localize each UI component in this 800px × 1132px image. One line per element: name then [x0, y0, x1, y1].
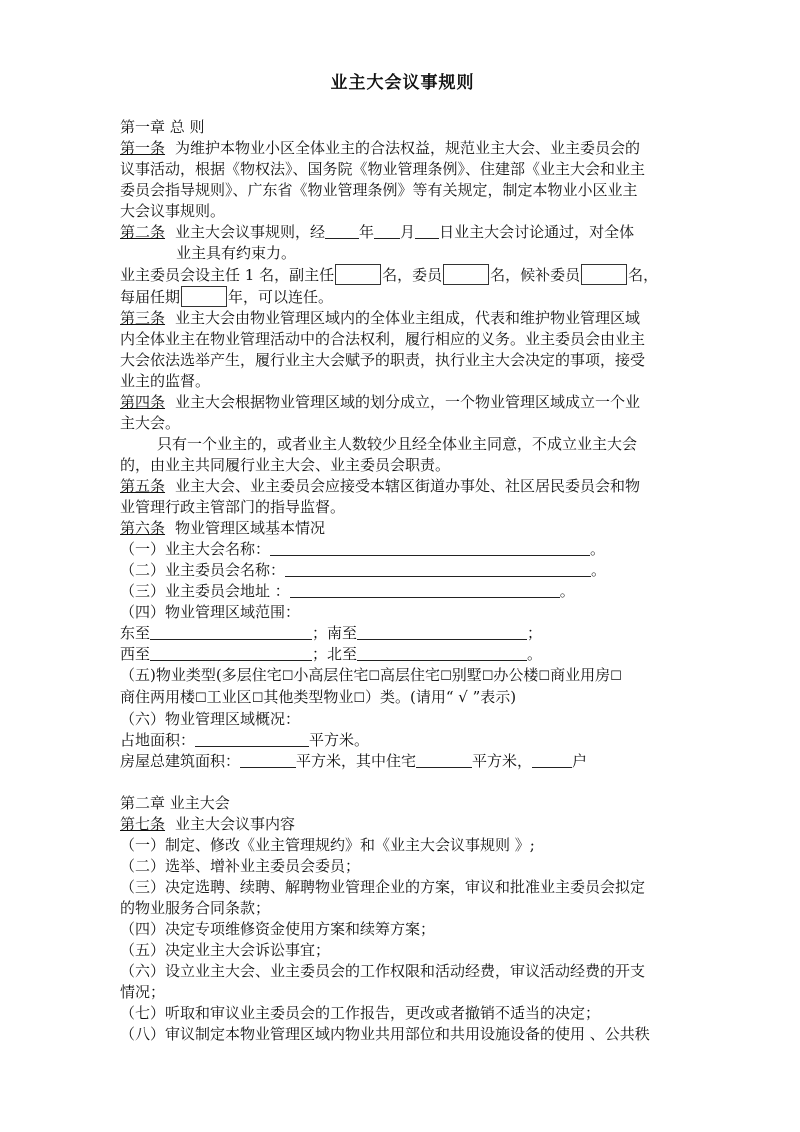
month-label: 月	[400, 223, 416, 241]
property-type-instruction: ）类。(请用“ √ ”表示)	[365, 688, 517, 706]
article-1-text: 议事活动，根据《物权法》、国务院《物业管理条例》、住建部《业主大会和业主	[120, 160, 646, 178]
article-3-text: 大会依法选举产生，履行业主大会赋予的职责，执行业主大会决定的事项，接受	[120, 351, 646, 369]
term-text: 每届任期	[120, 288, 181, 306]
checkbox-mixed-use[interactable]: ☐	[195, 691, 207, 706]
article-4-text: 只有一个业主的，或者业主人数较少且经全体业主同意，不成立业主大会	[157, 435, 638, 453]
land-area-blank[interactable]	[195, 731, 309, 747]
article-4-label: 第四条	[120, 393, 166, 411]
article-5-text: 业管理行政主管部门的指导监督。	[120, 498, 346, 516]
checkbox-high-rise[interactable]: ☐	[440, 669, 452, 684]
punctuation: 。	[559, 582, 575, 600]
area-overview-label: （六）物业管理区域概况：	[120, 710, 301, 728]
committee-text: 名，委员	[382, 266, 443, 284]
north-label: ；北至	[312, 645, 358, 663]
property-type-option: 其他类型物业	[263, 688, 354, 706]
article-6	[120, 518, 685, 772]
article-1-label: 第一条	[120, 139, 166, 157]
chapter-1-heading: 第一章 总 则	[120, 118, 205, 136]
west-blank[interactable]	[150, 645, 312, 661]
term-text: 年，可以连任。	[228, 288, 334, 306]
day-blank[interactable]	[415, 223, 439, 239]
article-7-title: 业主大会议事内容	[175, 815, 296, 833]
list-item: （五）决定业主大会诉讼事宜；	[120, 941, 331, 959]
list-item: （六）设立业主大会、业主委员会的工作权限和活动经费，审议活动经费的开支	[120, 962, 646, 980]
article-2	[120, 222, 685, 264]
list-item: （一）制定、修改《业主管理规约》和《业主大会议事规则 》;	[120, 836, 535, 854]
residential-area-blank[interactable]	[416, 752, 472, 768]
property-type-option: 高层住宅	[380, 666, 441, 684]
list-item: （三）决定选聘、续聘、解聘物业管理企业的方案，审议和批准业主委员会拟定	[120, 878, 646, 896]
article-7	[120, 814, 685, 1045]
article-4-text: 的，由业主共同履行业主大会、业主委员会职责。	[120, 456, 451, 474]
article-7-label: 第七条	[120, 815, 166, 833]
list-item: （二）选举、增补业主委员会委员；	[120, 857, 361, 875]
unit-label: 平方米，	[472, 752, 533, 770]
property-type-option: 办公楼	[493, 666, 539, 684]
punctuation: 。	[591, 561, 607, 579]
property-type-option: 商业用房	[550, 666, 611, 684]
article-1-text: 大会议事规则。	[120, 202, 226, 220]
committee-text: 名，	[628, 266, 659, 284]
east-label: 东至	[120, 624, 151, 642]
article-4	[120, 392, 685, 476]
article-2-label: 第二条	[120, 223, 166, 241]
area-scope-label: （四）物业管理区域范围：	[120, 603, 301, 621]
unit-label: 平方米，其中住宅	[296, 752, 417, 770]
checkbox-mid-rise[interactable]: ☐	[368, 669, 381, 684]
article-3-text: 业主的监督。	[120, 372, 211, 390]
article-4-text: 业主大会根据物业管理区域的划分成立，一个物业管理区域成立一个业	[175, 393, 641, 411]
checkbox-villa[interactable]: ☐	[481, 669, 494, 684]
north-blank[interactable]	[357, 645, 527, 661]
checkbox-other[interactable]: ☐	[353, 691, 366, 706]
article-2-text: 业主大会议事规则，经	[175, 223, 326, 241]
committee-address-blank[interactable]	[290, 582, 560, 598]
term-years-box[interactable]	[181, 286, 227, 307]
list-item: 情况；	[120, 983, 166, 1001]
east-blank[interactable]	[150, 624, 312, 640]
year-label: 年	[359, 223, 375, 241]
article-3-text: 业主大会由物业管理区域内的全体业主组成，代表和维护物业管理区域	[175, 309, 641, 327]
page-title: 业主大会议事规则	[330, 73, 475, 93]
south-label: ；南至	[312, 624, 358, 642]
assembly-name-blank[interactable]	[270, 540, 590, 556]
punctuation: 。	[590, 540, 606, 558]
punctuation: 。	[527, 645, 543, 663]
article-2-text: 业主具有约束力。	[176, 244, 297, 262]
list-item: （八）审议制定本物业管理区域内物业共用部位和共用设施设备的使用 、公共秩	[120, 1025, 650, 1043]
property-type-label: （五)物业类型(多层住宅	[120, 666, 282, 684]
checkbox-industrial[interactable]: ☐	[251, 691, 264, 706]
article-3-label: 第三条	[120, 309, 166, 327]
unit-label: 户	[572, 752, 588, 770]
committee-text: 名，候补委员	[490, 266, 581, 284]
building-area-label: 房屋总建筑面积：	[120, 752, 241, 770]
article-3	[120, 308, 685, 392]
document-page	[120, 68, 685, 1045]
committee-address-label: （三）业主委员会地址 ：	[120, 582, 290, 600]
article-5-label: 第五条	[120, 477, 166, 495]
chapter-2-heading: 第二章 业主大会	[120, 794, 230, 812]
year-blank[interactable]	[325, 223, 359, 239]
property-type-option: 商住两用楼	[120, 688, 196, 706]
building-area-blank[interactable]	[240, 752, 296, 768]
property-type-option: 别墅	[451, 666, 482, 684]
committee-name-blank[interactable]	[285, 561, 591, 577]
article-5-text: 业主大会、业主委员会应接受本辖区街道办事处、社区居民委员会和物	[175, 477, 641, 495]
article-5	[120, 476, 685, 518]
member-count-box[interactable]	[443, 264, 489, 285]
households-blank[interactable]	[532, 752, 572, 768]
land-area-label: 占地面积：	[120, 731, 196, 749]
alternate-count-box[interactable]	[581, 264, 627, 285]
article-4-text: 主大会。	[120, 414, 181, 432]
checkbox-commercial[interactable]: ☐	[610, 669, 622, 684]
committee-name-label: （二）业主委员会名称：	[120, 561, 286, 579]
checkbox-multi-storey[interactable]: ☐	[281, 669, 294, 684]
checkbox-office[interactable]: ☐	[538, 669, 551, 684]
property-type-option: 小高层住宅	[293, 666, 369, 684]
list-item: （七）听取和审议业主委员会的工作报告，更改或者撤销不适当的决定；	[120, 1004, 601, 1022]
article-6-title: 物业管理区域基本情况	[175, 519, 326, 537]
unit-label: 平方米。	[309, 731, 370, 749]
list-item: （四）决定专项维修资金使用方案和续筹方案；	[120, 920, 436, 938]
west-label: 西至	[120, 645, 151, 663]
article-3-text: 内全体业主在物业管理活动中的合法权利，履行相应的义务。业主委员会由业主	[120, 330, 646, 348]
punctuation: ；	[527, 624, 543, 642]
property-type-option: 工业区	[206, 688, 252, 706]
month-blank[interactable]	[374, 223, 400, 239]
list-item: 的物业服务合同条款；	[120, 899, 271, 917]
article-1-text: 委员会指导规则》、广东省《物业管理条例》等有关规定，制定本物业小区业主	[120, 181, 638, 199]
article-1-text: 为维护本物业小区全体业主的合法权益，规范业主大会、业主委员会的	[175, 139, 641, 157]
south-blank[interactable]	[357, 624, 527, 640]
assembly-name-label: （一）业主大会名称：	[120, 540, 271, 558]
article-6-label: 第六条	[120, 519, 166, 537]
article-1	[120, 138, 685, 222]
committee-composition	[120, 264, 685, 308]
committee-text: 业主委员会设主任 1 名，副主任	[120, 266, 335, 284]
vice-chair-count-box[interactable]	[335, 264, 381, 285]
article-2-text: 日业主大会讨论通过，对全体	[439, 223, 635, 241]
